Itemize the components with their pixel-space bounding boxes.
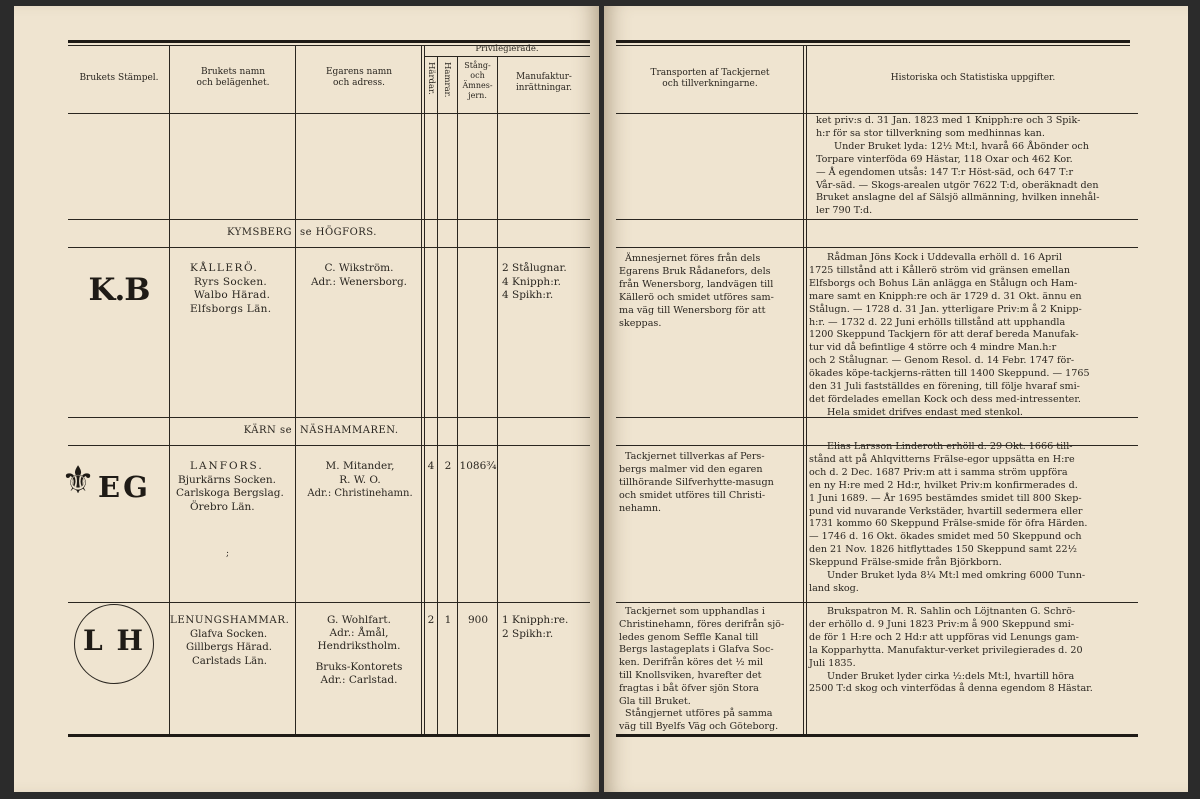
lanfors-transport-3: tillhörande Silfverhytte-masugn: [619, 476, 774, 488]
kallero-history-4: mare samt en Knipph:re och är 1729 d. 31 Okt. ännu en: [809, 290, 1082, 302]
kallero-harad: Walbo Härad.: [194, 289, 271, 301]
lenungshammar-name: LENUNGSHAMMAR.: [170, 615, 290, 626]
top-history-line-1: ket priv:s d. 31 Jan. 1823 med 1 Knipph:re och 3 Spik-: [816, 115, 1081, 126]
kallero-history-12: det fördelades emellan Kock och dess med-intressenter.: [809, 393, 1081, 405]
lanfors-owner-name: M. Mitander,: [325, 460, 395, 472]
top-history-line-5: — Å egendomen utsås: 147 T:r Höst-säd, och 647 T:r: [816, 166, 1074, 178]
lenungshammar-transport-6: till Knollsviken, hvarefter det: [619, 669, 762, 681]
lenungshammar-owner-block: [298, 614, 420, 687]
lanfors-name: LANFORS.: [190, 460, 264, 472]
kallero-manufaktur-2: 4 Knipph:r.: [502, 275, 561, 288]
top-history-block: [816, 115, 1138, 218]
fleur-de-lis-icon: ⚜: [60, 458, 96, 502]
lanfors-transport-5: nehamn.: [619, 502, 662, 514]
left-top-rule: [68, 40, 590, 43]
lenungshammar-transport-7: fragtas i båt öfver sjön Stora: [619, 682, 759, 694]
kallero-transport-block: [619, 253, 801, 330]
lenungshammar-owner-place: Hendrikstholm.: [317, 640, 401, 652]
privileges-rule: [424, 56, 590, 57]
lenungshammar-transport-8: Gla till Bruket.: [619, 695, 691, 707]
left-col-line-5: [457, 56, 458, 734]
kallero-history-8: tur vid då befintlige 4 större och 4 mindre Man.h:r: [809, 342, 1057, 354]
header-history: Historiska och Statistiska uppgifter.: [890, 73, 1056, 83]
lenungshammar-owner-adr: Adr.: Åmål,: [329, 627, 389, 639]
lenungshammar-history-1: Brukspatron M. R. Sahlin och Löjtnanten G. Schrö-: [827, 606, 1076, 617]
left-row-rule-4: [68, 445, 590, 446]
lanfors-history-5: 1 Juni 1689. — År 1695 bestämdes smidet till 800 Skep-: [809, 492, 1082, 504]
lenungshammar-hamrar: 1: [444, 614, 452, 626]
lenungshammar-transport-10: väg till Byelfs Väg och Göteborg.: [619, 721, 779, 733]
kallero-transport-2: Egarens Bruk Rådanefors, dels: [619, 265, 771, 277]
lenungshammar-history-6: Under Bruket lyder cirka ½:dels Mt:l, hvartill höra: [827, 670, 1075, 682]
left-col-line-3: [421, 45, 422, 734]
top-history-line-2: h:r för sa stor tillverkning som medhinnas kan.: [816, 127, 1045, 139]
right-row-rule-1: [616, 219, 1138, 220]
kallero-manufaktur-1: 2 Stålugnar.: [502, 262, 567, 274]
left-header-rule: [68, 113, 590, 114]
kallero-history-6: h:r. — 1732 d. 22 Juni erhölls tillstånd att upphandla: [809, 316, 1066, 328]
lenungshammar-history-3: de för 1 H:re och 2 Hd:r att uppföras vid Lenungs gam-: [809, 631, 1079, 643]
right-top-rule-inner: [616, 45, 1130, 46]
header-name: [172, 67, 294, 89]
lanfors-history-4: en ny H:re med 2 Hd:r, hvilket Priv:m konfirmerades d.: [809, 479, 1078, 491]
kallero-manufaktur-3: 4 Spikh:r.: [502, 289, 554, 301]
lenungshammar-stamp: L H: [83, 624, 145, 657]
kymsberg-ref: se HÖGFORS.: [300, 227, 377, 238]
left-col-line-2: [295, 45, 296, 734]
right-header-rule: [616, 113, 1138, 114]
header-name-line-1: Brukets namn: [200, 67, 266, 77]
lanfors-stamp: EG: [98, 470, 151, 504]
lanfors-name-block: [176, 460, 284, 514]
header-transport-line-2: och tillverkningarne.: [662, 79, 758, 89]
lenungshammar-kontor: Bruks-Kontorets: [315, 661, 403, 673]
header-stang-line-3: Ämnes-: [462, 81, 493, 90]
kallero-history-11: den 31 Juli fastställdes en förening, till följe hvaraf smi-: [809, 381, 1080, 393]
left-col-line-4: [437, 56, 438, 734]
lanfors-transport-4: och smidet utföres till Christi-: [619, 489, 766, 501]
lanfors-hamrar: 2: [444, 460, 452, 472]
lanfors-history-1: Elias Larsson Linderoth erhöll d. 29 Okt. 1666 till-: [827, 441, 1073, 452]
kallero-owner-block: [298, 262, 420, 289]
kallero-history-7: 1200 Skeppund Tackjern för att deraf bereda Manufak-: [809, 329, 1079, 341]
header-manufaktur-line-1: Manufaktur-: [516, 72, 572, 82]
header-owner: [298, 67, 420, 89]
top-history-line-6: Vår-säd. — Skogs-arealen utgör 7622 T:d, oberäknadt den: [816, 179, 1099, 191]
header-manufaktur: [498, 72, 590, 94]
kallero-history-1: Rådman Jöns Kock i Uddevalla erhöll d. 16 April: [827, 252, 1062, 263]
top-history-line-8: ler 790 T:d.: [816, 205, 873, 217]
kallero-manufaktur-block: [502, 262, 567, 303]
header-privileges: Privilegierade.: [475, 44, 539, 54]
kallero-history-2: 1725 tillstånd att i Kållerö ström vid gränsen emellan: [809, 264, 1071, 276]
lanfors-history-block: [809, 441, 1138, 596]
kallero-lan: Elfsborgs Län.: [190, 302, 272, 315]
kallero-history-9: och 2 Stålugnar. — Genom Resol. d. 14 Febr. 1747 för-: [809, 355, 1075, 367]
lenungshammar-owner-name: G. Wohlfart.: [327, 614, 391, 626]
top-history-line-7: Bruket anslagne del af Sälsjö allmänning, hvilken innehål-: [816, 192, 1100, 204]
lenungshammar-stang: 900: [467, 614, 489, 626]
header-hardar: Härdar.: [426, 62, 436, 95]
lanfors-transport-2: bergs malmer vid den egaren: [619, 463, 763, 475]
header-owner-line-2: och adress.: [333, 78, 385, 88]
right-row-rule-5: [616, 602, 1138, 603]
lanfors-socken: Bjurkärns Socken.: [178, 473, 276, 486]
header-stang-line-4: jern.: [468, 91, 487, 100]
kallero-history-5: Stålugn. — 1728 d. 31 Jan. ytterligare Priv:m å 2 Knipp-: [809, 303, 1082, 315]
left-bottom-rule: [68, 734, 590, 737]
lanfors-bergslag: Carlskoga Bergslag.: [176, 487, 284, 499]
right-col-line-1b: [806, 45, 807, 734]
right-bottom-rule: [616, 734, 1138, 737]
lenungshammar-name-block: [170, 614, 290, 668]
lenungshammar-history-5: Juli 1835.: [809, 657, 856, 669]
kallero-history-3: Elfsborgs och Bohus Län anlägga en Stålugn och Ham-: [809, 277, 1078, 289]
lanfors-owner-adr: Adr.: Christinehamn.: [307, 488, 413, 499]
lanfors-history-8: — 1746 d. 16 Okt. ökades smidet med 50 Skeppund och: [809, 531, 1082, 543]
karn-name: KÄRN se: [243, 425, 292, 436]
lanfors-history-12: land skog.: [809, 582, 859, 594]
kallero-history-10: ökades köpe-tackjerns-rätten till 1400 Skeppund. — 1765: [809, 368, 1090, 380]
lenungshammar-lan: Carlstads Län.: [192, 655, 268, 667]
left-row-rule-2: [68, 247, 590, 248]
lanfors-stang: 1086¾: [459, 460, 497, 472]
lanfors-history-11: Under Bruket lyda 8¼ Mt:l med omkring 6000 Tunn-: [827, 570, 1086, 582]
lenungshammar-transport-block: [619, 606, 801, 734]
lanfors-lan: Örebro Län.: [190, 500, 255, 513]
lanfors-history-9: den 21 Nov. 1826 hitflyttades 150 Skeppund samt 22½: [809, 544, 1077, 556]
kallero-transport-6: skeppas.: [619, 317, 662, 329]
lenungshammar-hardar: 2: [427, 614, 435, 626]
kallero-transport-4: Källerö och smidet utföres sam-: [619, 291, 774, 303]
lenungshammar-transport-4: Bergs lastageplats i Glafva Soc-: [619, 644, 774, 656]
top-history-line-4: Torpare vinterföda 69 Hästar, 118 Oxar och 462 Kor.: [816, 153, 1073, 165]
header-stang-line-2: och: [470, 71, 485, 80]
kallero-socken: Ryrs Socken.: [194, 275, 268, 288]
right-top-rule: [616, 40, 1130, 43]
lenungshammar-owner-gap: [298, 653, 420, 661]
lenungshammar-manufaktur-2: 2 Spikh:r.: [502, 627, 554, 640]
kallero-name-block: [190, 262, 271, 316]
lanfors-transport-block: [619, 451, 801, 516]
lenungshammar-history-4: la Kopparhytta. Manufaktur-verket privilegierades d. 20: [809, 644, 1083, 656]
header-transport: [618, 68, 802, 90]
lenungshammar-transport-5: ken. Derifrån köres det ½ mil: [619, 657, 764, 669]
karn-ref: NÄSHAMMAREN.: [300, 425, 399, 436]
header-manufaktur-line-2: inrättningar.: [515, 83, 573, 93]
right-row-rule-2: [616, 247, 1138, 248]
lanfors-history-2: stånd att på Ahlqvitterns Frälse-egor uppsätta en H:re: [809, 453, 1075, 465]
lenungshammar-harad: Gillbergs Härad.: [186, 642, 272, 653]
kallero-transport-1: Ämnesjernet föres från dels: [625, 253, 761, 264]
lenungshammar-history-7: 2500 T:d skog och vinterfödas å denna egendom 8 Hästar.: [809, 683, 1093, 695]
lenungshammar-transport-9: Stångjernet utföres på samma: [625, 708, 773, 720]
kallero-transport-5: ma väg till Wenersborg för att: [619, 304, 766, 316]
top-history-line-3: Under Bruket lyda: 12½ Mt:l, hvarå 66 Åbönder och: [834, 140, 1089, 152]
right-col-line-1: [803, 45, 804, 734]
kallero-name: KÅLLERÖ.: [190, 262, 259, 274]
left-col-line-6: [497, 56, 498, 734]
lanfors-history-10: Skeppund Frälse-smide från Björkborn.: [809, 557, 1002, 569]
header-transport-line-1: Transporten af Tackjernet: [650, 68, 770, 78]
lanfors-hardar: 4: [427, 460, 435, 472]
kallero-owner-name: C. Wikström.: [324, 262, 394, 274]
lanfors-history-7: 1731 kommo 60 Skeppund Frälse-smide för öfra Härden.: [809, 518, 1088, 530]
kallero-stamp: K.B: [88, 272, 150, 308]
left-row-rule-3: [68, 417, 590, 418]
lanfors-owner-block: [298, 460, 422, 501]
lenungshammar-transport-3: ledes genom Seffle Kanal till: [619, 631, 759, 643]
kallero-history-13: Hela smidet drifves endast med stenkol.: [827, 406, 1023, 418]
lenungshammar-history-block: [809, 606, 1138, 696]
kallero-history-block: [809, 252, 1138, 420]
lenungshammar-manufaktur-1: 1 Knipph:re.: [502, 614, 569, 626]
lenungshammar-manufaktur-block: [502, 614, 568, 641]
header-stang: [458, 61, 497, 101]
kallero-transport-3: från Wenersborg, landvägen till: [619, 278, 774, 290]
left-row-rule-5: [68, 602, 590, 603]
lanfors-history-6: pund vid nuvarande Verkstäder, hvartill sedermera eller: [809, 505, 1083, 517]
lenungshammar-history-2: der erhöllo d. 9 Juni 1823 Priv:m å 900 Skeppund smi-: [809, 618, 1075, 630]
lanfors-owner-order: R. W. O.: [339, 473, 381, 486]
header-name-line-2: och belägenhet.: [196, 78, 270, 88]
header-owner-line-1: Egarens namn: [325, 67, 393, 77]
left-row-rule-1: [68, 219, 590, 220]
lenungshammar-kontor-adr: Adr.: Carlstad.: [320, 674, 398, 686]
lenungshammar-transport-1: Tackjernet som upphandlas i: [625, 606, 765, 617]
left-col-line-3b: [424, 45, 425, 734]
lanfors-transport-1: Tackjernet tillverkas af Pers-: [625, 451, 765, 462]
lanfors-mark: ;: [226, 549, 230, 559]
lenungshammar-socken: Glafva Socken.: [190, 628, 268, 640]
header-stamp: Brukets Stämpel.: [79, 73, 159, 83]
lenungshammar-transport-2: Christinehamn, föres derifrån sjö-: [619, 618, 785, 630]
kallero-owner-adr: Adr.: Wenersborg.: [310, 275, 408, 288]
lanfors-history-3: och d. 2 Dec. 1687 Priv:m att i samma ström uppföra: [809, 466, 1068, 478]
kymsberg-name: KYMSBERG: [226, 227, 292, 238]
header-hamrar: Hamrar.: [442, 62, 452, 98]
header-stang-line-1: Stång-: [464, 61, 491, 70]
